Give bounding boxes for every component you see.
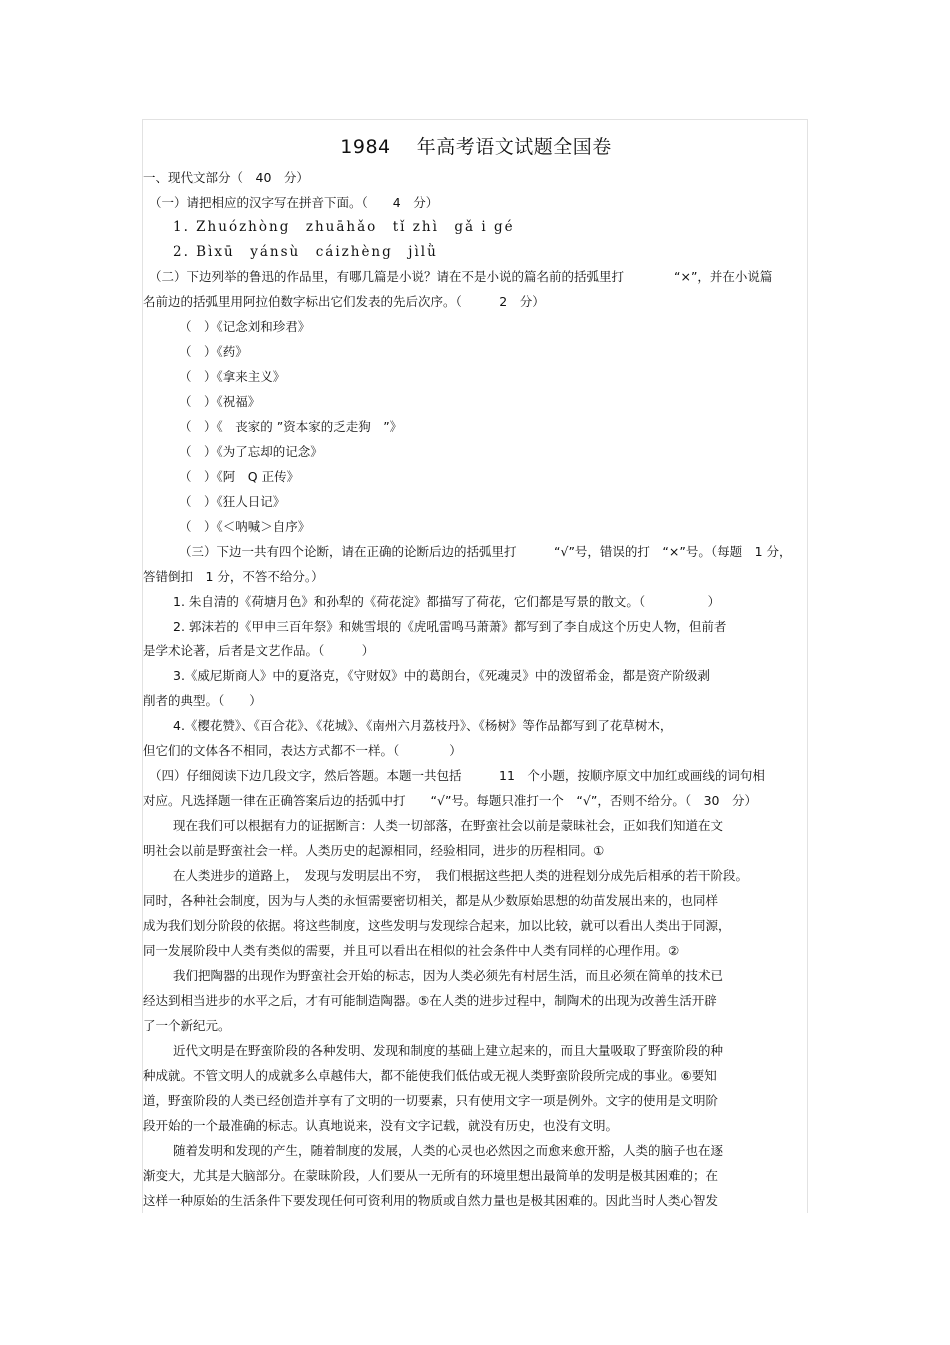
page-title: 1984 年高考语文试题全国卷	[340, 136, 612, 158]
list-item: （ ）《为了忘却的记念》	[179, 444, 323, 459]
question-3-header-line-2: 答错倒扣 1 分，不答不给分。）	[143, 569, 324, 584]
judgment-item-3-line-1: 3.《威尼斯商人》中的夏洛克，《守财奴》中的葛朗台，《死魂灵》中的泼留希金，都是资产阶级剥	[173, 668, 710, 683]
list-item: （ ）《 丧家的 ”资本家的乏走狗 ”》	[179, 419, 403, 434]
passage-line: 经达到相当进步的水平之后，才有可能制造陶器。⑤在人类的进步过程中，制陶术的出现为改善生活开辟	[143, 993, 717, 1008]
question-2-header-line-2: 名前边的括弧里用阿拉伯数字标出它们发表的先后次序。（ 2 分）	[143, 294, 545, 309]
list-item: （ ）《狂人日记》	[179, 494, 286, 509]
passage-line: 了一个新纪元。	[143, 1018, 231, 1033]
question-4-header-line-2: 对应。凡选择题一律在正确答案后边的括弧中打 “√”号。每题只准打一个 “√”，否则不给分。（ 30 分）	[143, 793, 757, 808]
list-item: （ ）《阿 Q 正传》	[179, 469, 300, 484]
judgment-item-4-line-1: 4.《樱花赞》、《百合花》、《花城》、《南州六月荔枝丹》、《杨树》等作品都写到了花草树木，	[173, 718, 673, 733]
judgment-item-3-line-2: 削者的典型。（ ）	[143, 693, 262, 708]
passage-line: 我们把陶器的出现作为野蛮社会开始的标志，因为人类必须先有村居生活，而且必须在简单的技术已	[173, 968, 724, 983]
passage-line: 渐变大，尤其是大脑部分。在蒙昧阶段，人们要从一无所有的环境里想出最简单的发明是极其困难的；在	[143, 1168, 719, 1183]
passage-line: 种成就。不管文明人的成就多么卓越伟大，都不能使我们低估或无视人类野蛮阶段所完成的事业。⑥要知	[143, 1068, 717, 1083]
passage-line: 同一发展阶段中人类有类似的需要，并且可以看出在相似的社会条件中人类有同样的心理作用。②	[143, 943, 680, 958]
pinyin-line-2: 2. Bìxū yánsù cáizhèng jìlǜ	[173, 244, 438, 260]
passage-line: 同时，各种社会制度，因为与人类的永恒需要密切相关，都是从少数原始思想的幼苗发展出来的，也同样	[143, 893, 719, 908]
passage-line: 随着发明和发现的产生，随着制度的发展，人类的心灵也必然因之而愈来愈开豁，人类的脑子也在逐	[173, 1143, 724, 1158]
list-item: （ ）《药》	[179, 344, 248, 359]
passage-line: 这样一种原始的生活条件下要发现任何可资利用的物质或自然力量也是极其困难的。因此当时人类心智发	[143, 1193, 719, 1208]
section-heading: 一、现代文部分（ 40 分）	[143, 170, 309, 185]
judgment-item-2-line-2: 是学术论著，后者是文艺作品。（ ）	[143, 643, 375, 658]
judgment-item-4-line-2: 但它们的文体各不相同，表达方式都不一样。（ ）	[143, 743, 462, 758]
passage-line: 明社会以前是野蛮社会一样。人类历史的起源相同，经验相同，进步的历程相同。①	[143, 843, 605, 858]
pinyin-line-1: 1. Zhuózhòng zhuāhǎo tǐ zhì gǎ i gé	[173, 219, 515, 235]
passage-line: 近代文明是在野蛮阶段的各种发明、发现和制度的基础上建立起来的，而且大量吸取了野蛮阶段的种	[173, 1043, 724, 1058]
question-4-header-line-1: （四）仔细阅读下边几段文字，然后答题。本题一共包括 11 个小题，按顺序原文中加红或画线的词句相	[149, 768, 765, 783]
passage-line: 成为我们划分阶段的依据。将这些制度，这些发明与发现综合起来，加以比较，就可以看出人类出于同源，	[143, 918, 731, 933]
exam-page	[142, 119, 808, 1213]
list-item: （ ）《记念刘和珍君》	[179, 319, 311, 334]
list-item: （ ）《＜呐喊＞自序》	[179, 519, 311, 534]
judgment-item-1: 1. 朱自清的《荷塘月色》和孙犁的《荷花淀》都描写了荷花，它们都是写景的散文。（ ）	[173, 594, 721, 609]
passage-line: 段开始的一个最准确的标志。认真地说来，没有文字记载，就没有历史，也没有文明。	[143, 1118, 619, 1133]
list-item: （ ）《拿来主义》	[179, 369, 286, 384]
passage-line: 道，野蛮阶段的人类已经创造并享有了文明的一切要素，只有使用文字一项是例外。文字的使用是文明阶	[143, 1093, 719, 1108]
question-3-header-line-1: （三）下边一共有四个论断，请在正确的论断后边的括弧里打 “√”号，错误的打 “×”号。（每题 1 分，	[179, 544, 792, 559]
passage-line: 在人类进步的道路上， 发现与发明层出不穷， 我们根据这些把人类的进程划分成先后相承的若干阶段。	[173, 868, 749, 883]
passage-line: 现在我们可以根据有力的证据断言：人类一切部落，在野蛮社会以前是蒙昧社会，正如我们知道在文	[173, 818, 724, 833]
list-item: （ ）《祝福》	[179, 394, 261, 409]
question-2-header-line-1: （二）下边列举的鲁迅的作品里，有哪几篇是小说？请在不是小说的篇名前的括弧里打 “×”，并在小说篇	[149, 269, 773, 284]
judgment-item-2-line-1: 2. 郭沫若的《甲申三百年祭》和姚雪垠的《虎吼雷鸣马萧萧》都写到了李自成这个历史人物，但前者	[173, 619, 727, 634]
question-1-header: （一）请把相应的汉字写在拼音下面。（ 4 分）	[149, 195, 439, 210]
